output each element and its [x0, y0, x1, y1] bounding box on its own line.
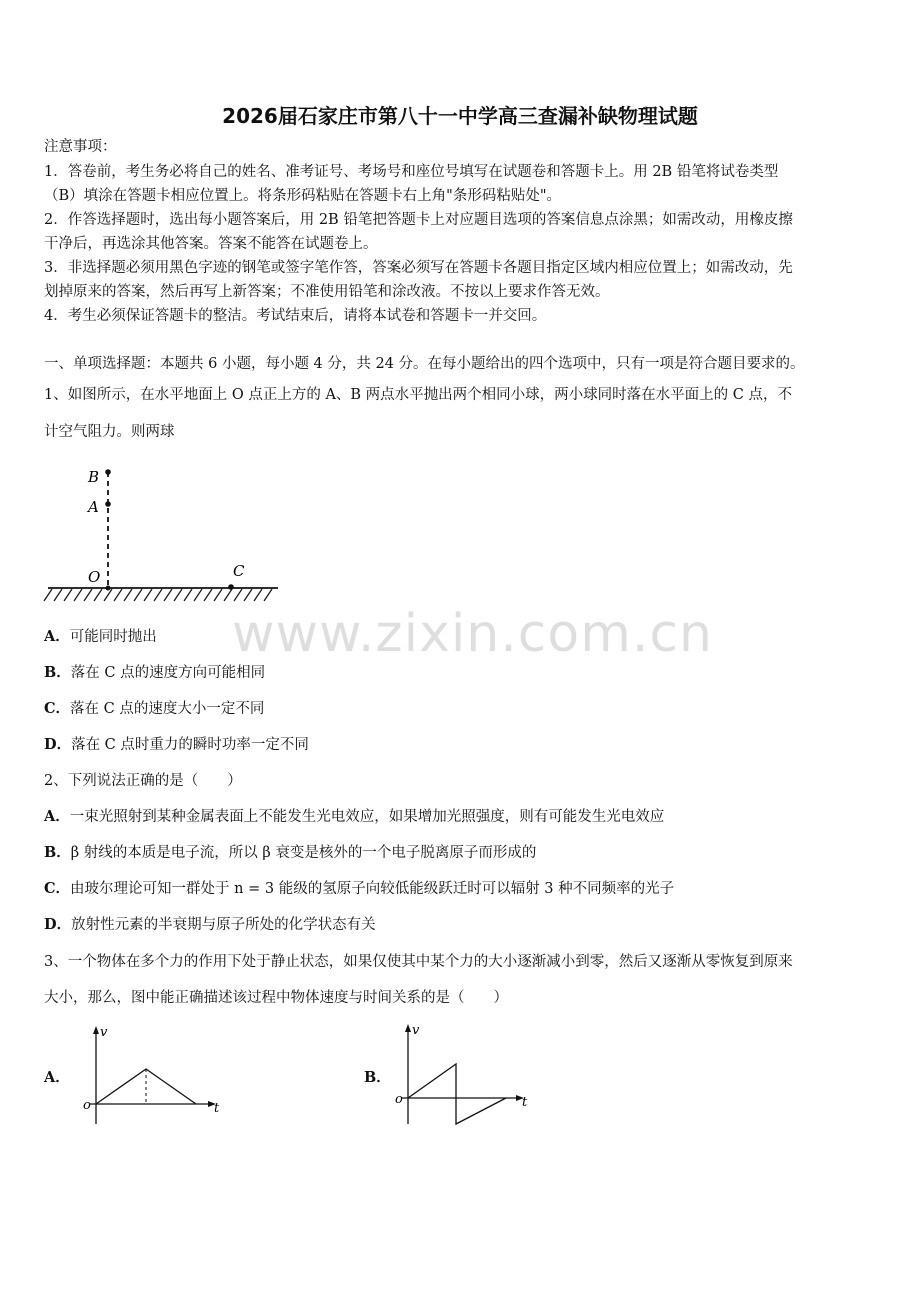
notice-line: 3．非选择题必须用黑色字迹的钢笔或签字笔作答，答案必须写在答题卡各题目指定区域内相应位置上；如需改动，先: [44, 260, 793, 276]
axis-v-label: v: [412, 1023, 420, 1038]
notice-line: 1．答卷前，考生务必将自己的姓名、准考证号、考场号和座位号填写在试题卷和答题卡上。用 2B 铅笔将试卷类型: [44, 164, 779, 180]
q1-option-c[interactable]: C．落在 C 点的速度大小一定不同: [44, 700, 265, 717]
watermark: www.zixin.com.cn: [232, 604, 713, 664]
notice-line: 干净后，再选涂其他答案。答案不能答在试题卷上。: [44, 236, 378, 252]
q3-option-a-label[interactable]: A．: [44, 1069, 70, 1086]
q1-option-a[interactable]: A．可能同时抛出: [44, 628, 157, 645]
q1-option-d[interactable]: D．落在 C 点时重力的瞬时功率一定不同: [44, 736, 309, 753]
q2-option-a[interactable]: A．一束光照射到某种金属表面上不能发生光电效应，如果增加光照强度，则有可能发生光电效应: [44, 808, 665, 825]
notice-line: 2．作答选择题时，选出每小题答案后，用 2B 铅笔把答题卡上对应题目选项的答案信息点涂黑；如需改动，用橡皮擦: [44, 212, 793, 228]
label-b: B: [88, 468, 100, 486]
label-c: C: [233, 562, 245, 580]
q1-option-b[interactable]: B．落在 C 点的速度方向可能相同: [44, 664, 266, 681]
notice-line: 划掉原来的答案，然后再写上新答案；不准使用铅笔和涂改液。不按以上要求作答无效。: [44, 284, 610, 300]
question-1-stem: 1、如图所示，在水平地面上 O 点正上方的 A、B 两点水平抛出两个相同小球，两小球同时落在水平面上的 C 点，不: [44, 387, 792, 403]
label-a: A: [88, 498, 99, 516]
notice-line: 4．考生必须保证答题卡的整洁。考试结束后，请将本试卷和答题卡一并交回。: [44, 308, 547, 324]
graph-a: [80, 1020, 230, 1130]
projectile-figure: [40, 460, 290, 610]
notice-line: （B）填涂在答题卡相应位置上。将条形码粘贴在答题卡右上角"条形码粘贴处"。: [44, 188, 561, 204]
q2-option-d[interactable]: D．放射性元素的半衰期与原子所处的化学状态有关: [44, 916, 376, 933]
question-1-stem-cont: 计空气阻力。则两球: [44, 424, 175, 440]
question-3-stem-cont: 大小，那么，图中能正确描述该过程中物体速度与时间关系的是（ ）: [44, 990, 508, 1006]
axis-v-label: v: [100, 1025, 108, 1040]
q2-option-c[interactable]: C．由玻尔理论可知一群处于 n = 3 能级的氢原子向较低能级跃迁时可以辐射 3 种不同频率的光子: [44, 880, 675, 897]
graph-b: [392, 1018, 542, 1128]
label-o: O: [88, 568, 101, 586]
q3-option-b-label[interactable]: B．: [364, 1069, 391, 1086]
axis-t-label: t: [214, 1101, 220, 1116]
origin-label: o: [395, 1092, 403, 1107]
q2-option-b[interactable]: B．β 射线的本质是电子流，所以 β 衰变是核外的一个电子脱离原子而形成的: [44, 844, 537, 861]
page-title: 2026届石家庄市第八十一中学高三查漏补缺物理试题: [222, 104, 698, 128]
question-3-stem: 3、一个物体在多个力的作用下处于静止状态，如果仅使其中某个力的大小逐渐减小到零，然后又逐渐从零恢复到原来: [44, 954, 793, 970]
notice-heading: 注意事项：: [44, 139, 117, 155]
origin-label: o: [83, 1098, 91, 1113]
question-2-stem: 2、下列说法正确的是（ ）: [44, 773, 242, 789]
axis-t-label: t: [522, 1095, 528, 1110]
section-heading: 一、单项选择题：本题共 6 小题，每小题 4 分，共 24 分。在每小题给出的四个选项中，只有一项是符合题目要求的。: [44, 356, 805, 372]
